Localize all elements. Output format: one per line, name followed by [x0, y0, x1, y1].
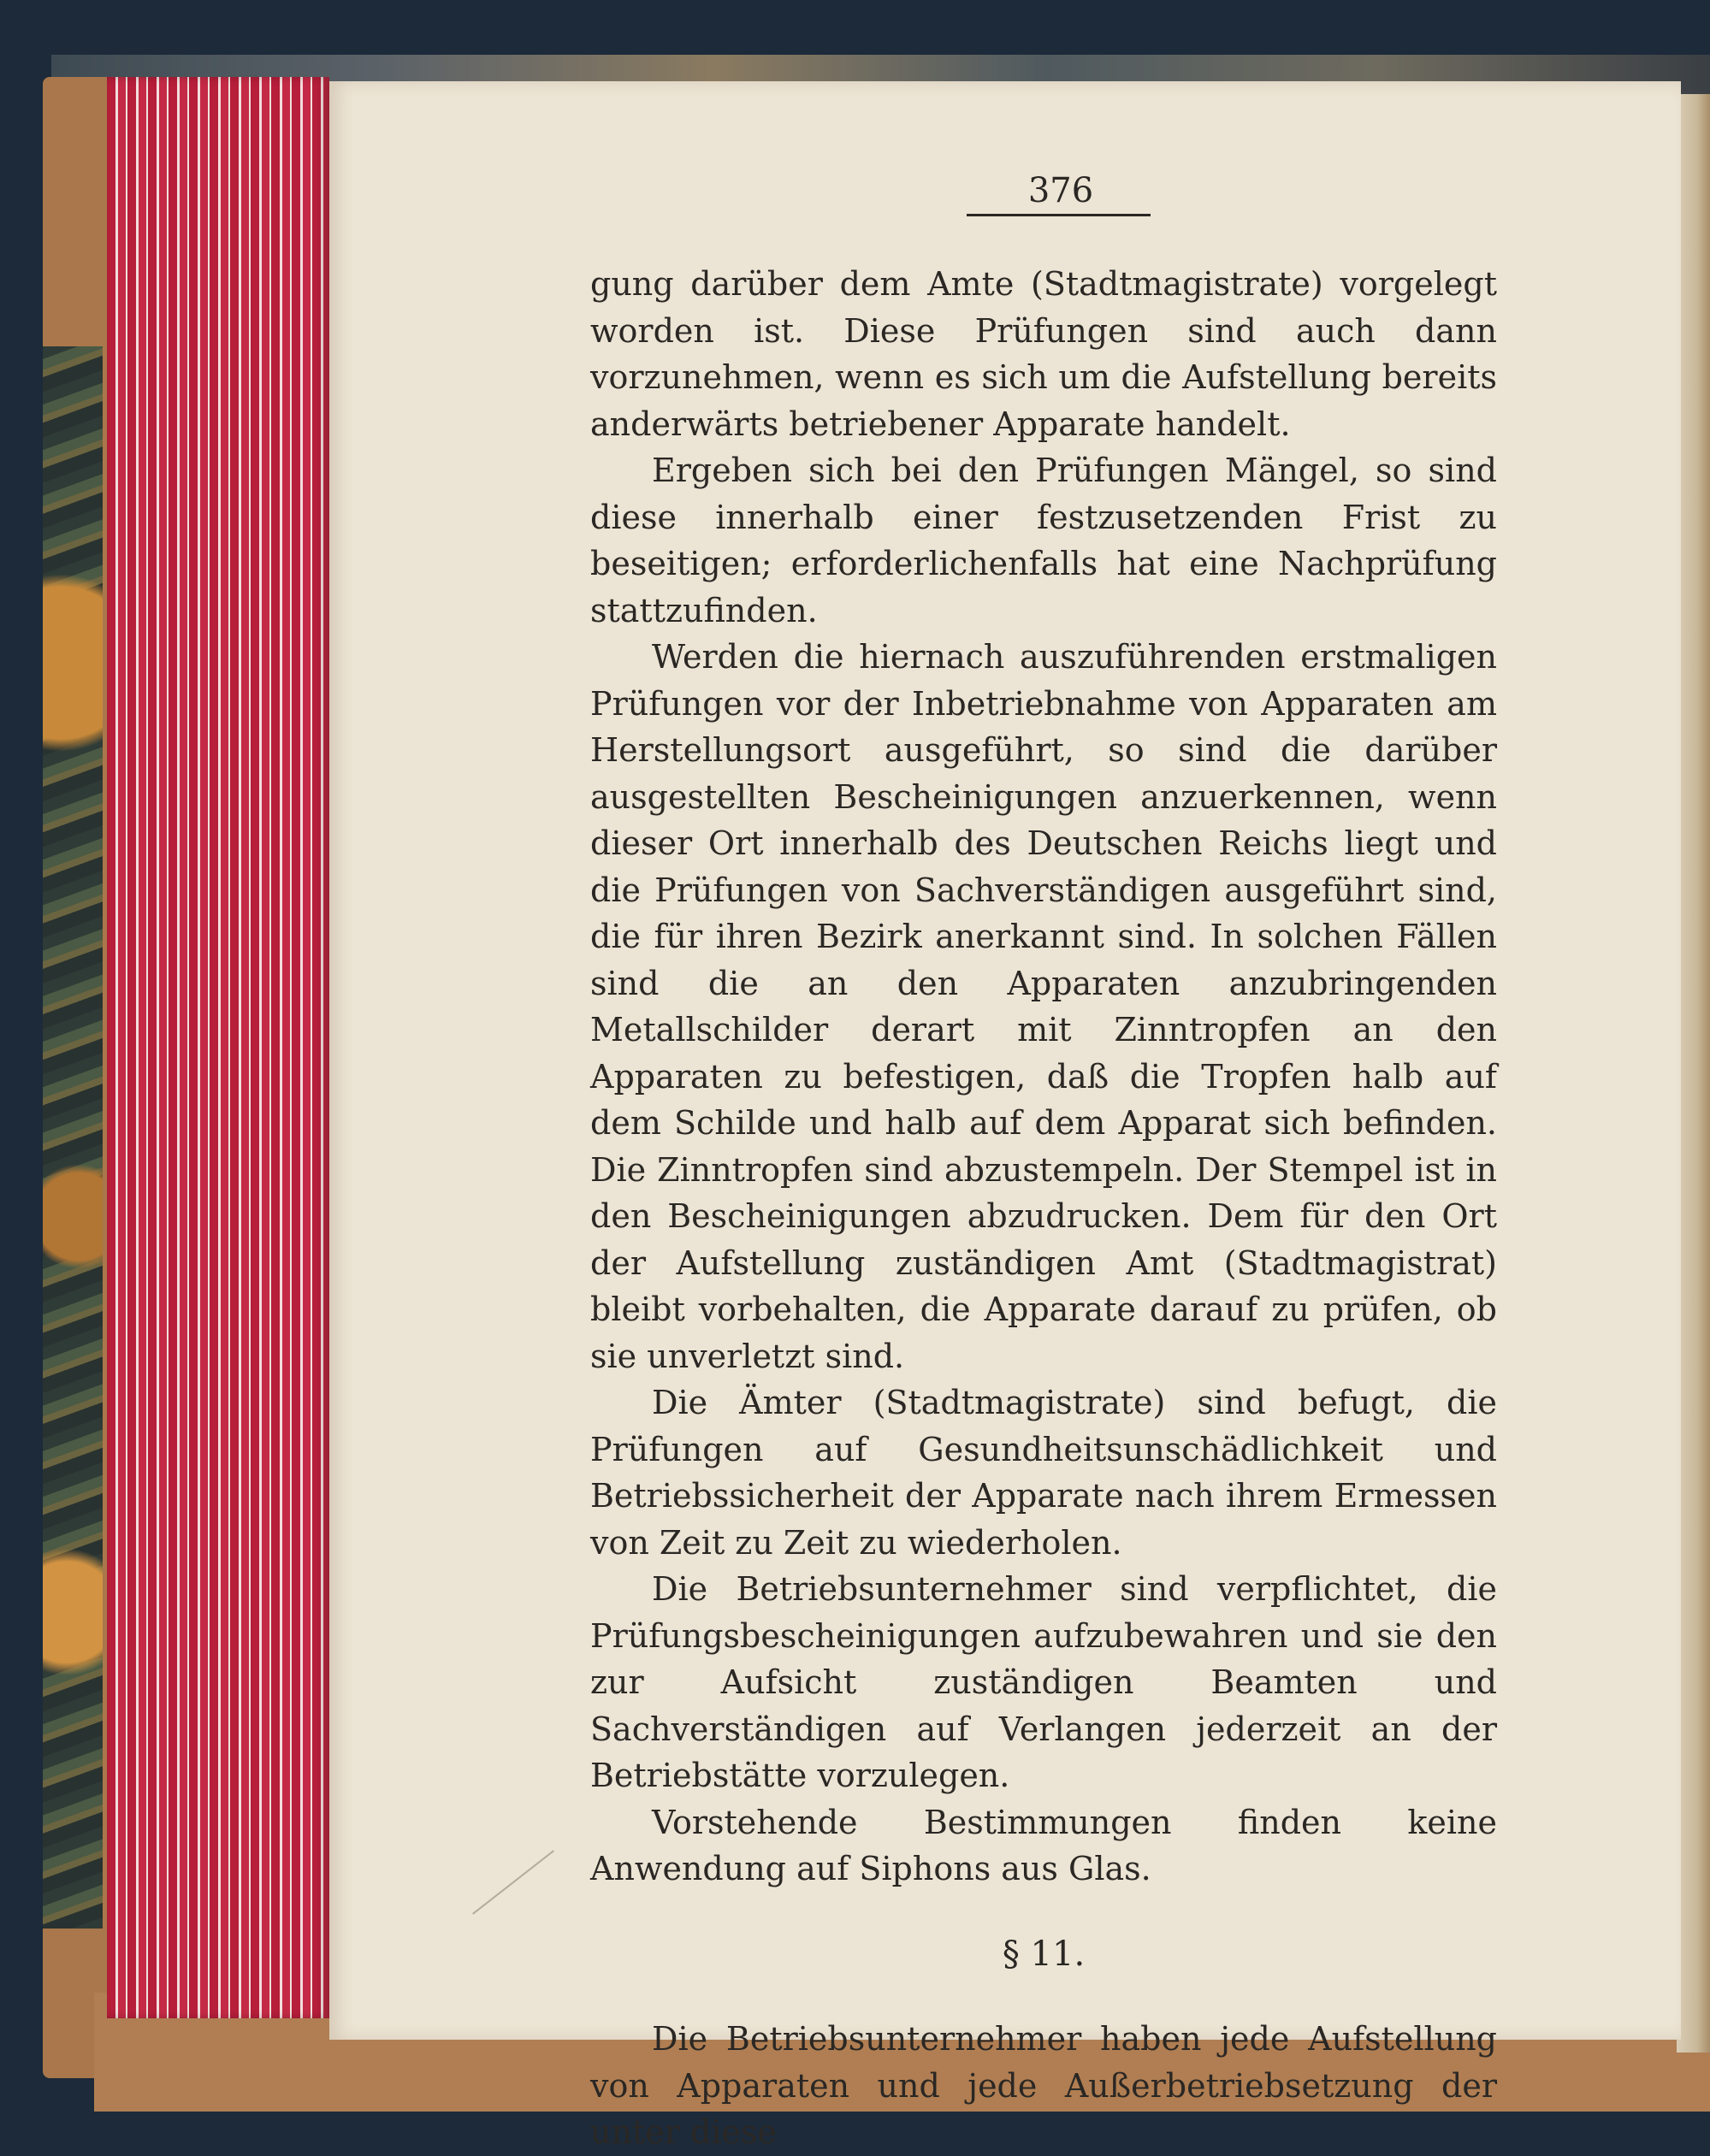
section-heading: § 11. — [1002, 1934, 1086, 1974]
paragraph: Ergeben sich bei den Prüfungen Mängel, so sind diese innerhalb einer festzusetzenden Frist zu beseitigen; erforderlichenfalls hat eine Nachprüfung stattzufinden. — [590, 452, 1497, 629]
paragraph: Die Betriebsunternehmer sind verpflichtet, die Prüfungsbescheinigungen aufzubewahren und sie den zur Aufsicht zuständigen Beamten und Sachverständigen auf Verlangen jederzeit an der Betriebstätte vorzulegen. — [590, 1570, 1497, 1794]
marbled-cover — [43, 346, 103, 1929]
page-number-rule — [967, 214, 1151, 216]
page-number: 376 — [1027, 171, 1094, 210]
paragraph: Die Betriebsunternehmer haben jede Aufstellung von Apparaten und jede Außerbetriebsetzung der unter diese — [590, 2020, 1497, 2151]
paragraph: Werden die hiernach auszuführenden erstmaligen Prüfungen vor der Inbetriebnahme von Apparaten am Herstellungsort ausgeführt, so sind die darüber ausgestellten Bescheinigungen anzuerkennen, wenn dieser Ort innerhalb des Deutschen Reichs liegt und die Prüfungen von Sachverständigen ausgeführt sind, die für ihren Bezirk anerkannt sind. In solchen Fällen sind die an den Apparaten anzubringenden Metallschilder derart mit Zinntropfen an den Apparaten zu befestigen, daß die Tropfen halb auf dem Schilde und halb auf dem Apparat sich befinden. Die Zinntropfen sind abzustempeln. Der Stempel ist in den Bescheinigungen abzudrucken. Dem für den Ort der Aufstellung zuständigen Amt (Stadtmagistrat) bleibt vorbehalten, die Apparate darauf zu prüfen, ob sie unverletzt sind. — [590, 638, 1497, 1375]
facing-page-edge — [1677, 94, 1710, 2053]
page-edges — [107, 77, 329, 2018]
paragraph: Vorstehende Bestimmungen finden keine Anwendung auf Siphons aus Glas. — [590, 1803, 1497, 1887]
paragraph: Die Ämter (Stadtmagistrate) sind befugt, die Prüfungen auf Gesundheitsunschädlichkeit und Betriebssicherheit der Apparate nach ihrem Ermessen von Zeit zu Zeit zu wiederholen. — [590, 1384, 1497, 1562]
paragraph: gung darüber dem Amte (Stadtmagistrate) vorgelegt worden ist. Diese Prüfungen sind auch dann vorzunehmen, wenn es sich um die Aufstellung bereits anderwärts betriebener Apparate handelt. — [590, 265, 1497, 443]
body-text — [590, 261, 1497, 2156]
